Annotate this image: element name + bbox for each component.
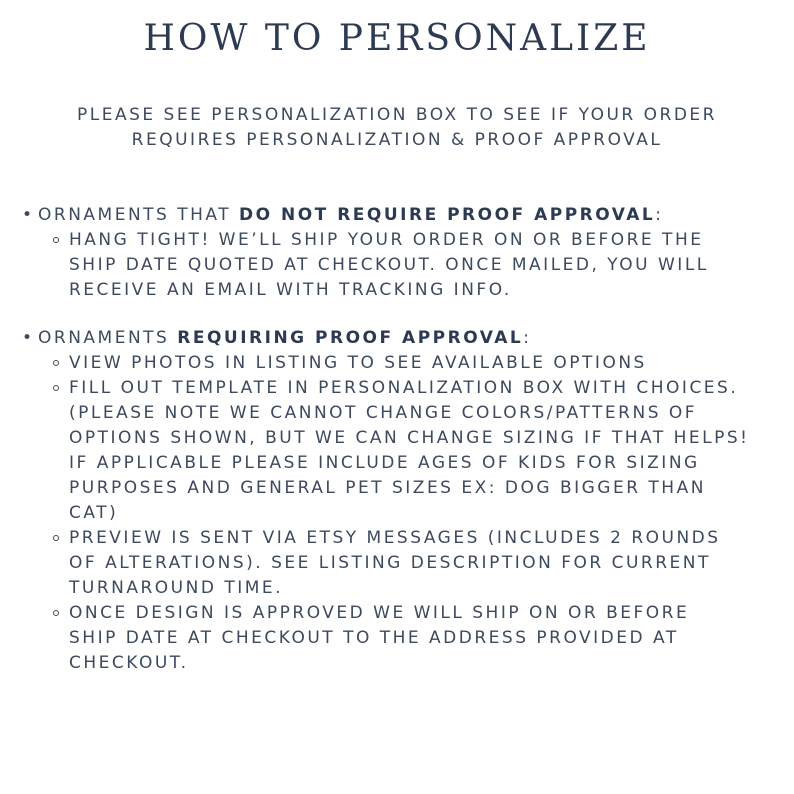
list-item-line: TURNAROUND TIME.: [69, 578, 284, 598]
list-item-line: HANG TIGHT! WE’LL SHIP YOUR ORDER ON OR BEFORE THE: [69, 230, 704, 250]
personalization-notice: [0, 103, 794, 153]
list-item: [22, 228, 787, 303]
section-no-proof-approval: [22, 203, 787, 303]
list-item-line: SHIP DATE QUOTED AT CHECKOUT. ONCE MAILED, YOU WILL: [69, 255, 709, 275]
heading-emphasis: DO NOT REQUIRE PROOF APPROVAL: [239, 205, 656, 225]
list-item: [22, 601, 787, 676]
list-item: [22, 526, 787, 601]
list-item-line: ONCE DESIGN IS APPROVED WE WILL SHIP ON OR BEFORE: [69, 603, 690, 623]
sub-bullet-list: [22, 351, 787, 676]
list-item-line: (PLEASE NOTE WE CANNOT CHANGE COLORS/PATTERNS OF: [69, 403, 698, 423]
list-item-line: PREVIEW IS SENT VIA ETSY MESSAGES (INCLUDES 2 ROUNDS: [69, 528, 721, 548]
list-item-line: SHIP DATE AT CHECKOUT TO THE ADDRESS PROVIDED AT: [69, 628, 679, 648]
sub-bullet-list: [22, 228, 787, 303]
hollow-circle-bullet-icon: [53, 610, 59, 616]
list-item-line: PURPOSES AND GENERAL PET SIZES EX: DOG BIGGER THAN: [69, 478, 706, 498]
hollow-circle-bullet-icon: [53, 385, 59, 391]
bullet-icon: •: [22, 205, 35, 225]
list-item-line: FILL OUT TEMPLATE IN PERSONALIZATION BOX WITH CHOICES.: [69, 378, 739, 398]
list-item: [22, 376, 787, 526]
list-item-line: RECEIVE AN EMAIL WITH TRACKING INFO.: [69, 280, 512, 300]
bullet-icon: •: [22, 328, 35, 348]
list-item-line: CAT): [69, 503, 119, 523]
section-heading: [22, 326, 787, 351]
list-item: [22, 351, 787, 376]
heading-prefix: ORNAMENTS: [38, 328, 178, 348]
heading-suffix: :: [523, 328, 532, 348]
hollow-circle-bullet-icon: [53, 360, 59, 366]
list-item-line: IF APPLICABLE PLEASE INCLUDE AGES OF KIDS FOR SIZING: [69, 453, 700, 473]
section-heading: [22, 203, 787, 228]
heading-prefix: ORNAMENTS THAT: [38, 205, 240, 225]
list-item-line: CHECKOUT.: [69, 653, 189, 673]
notice-line: REQUIRES PERSONALIZATION & PROOF APPROVAL: [131, 130, 663, 150]
notice-line: PLEASE SEE PERSONALIZATION BOX TO SEE IF YOUR ORDER: [77, 105, 717, 125]
hollow-circle-bullet-icon: [53, 535, 59, 541]
section-requiring-proof-approval: [22, 326, 787, 676]
list-item-line: OF ALTERATIONS). SEE LISTING DESCRIPTION FOR CURRENT: [69, 553, 711, 573]
heading-suffix: :: [655, 205, 664, 225]
hollow-circle-bullet-icon: [53, 237, 59, 243]
heading-emphasis: REQUIRING PROOF APPROVAL: [177, 328, 524, 348]
list-item-line: OPTIONS SHOWN, BUT WE CAN CHANGE SIZING IF THAT HELPS!: [69, 428, 750, 448]
list-item-line: VIEW PHOTOS IN LISTING TO SEE AVAILABLE OPTIONS: [69, 353, 647, 373]
page-title: HOW TO PERSONALIZE: [143, 18, 651, 59]
